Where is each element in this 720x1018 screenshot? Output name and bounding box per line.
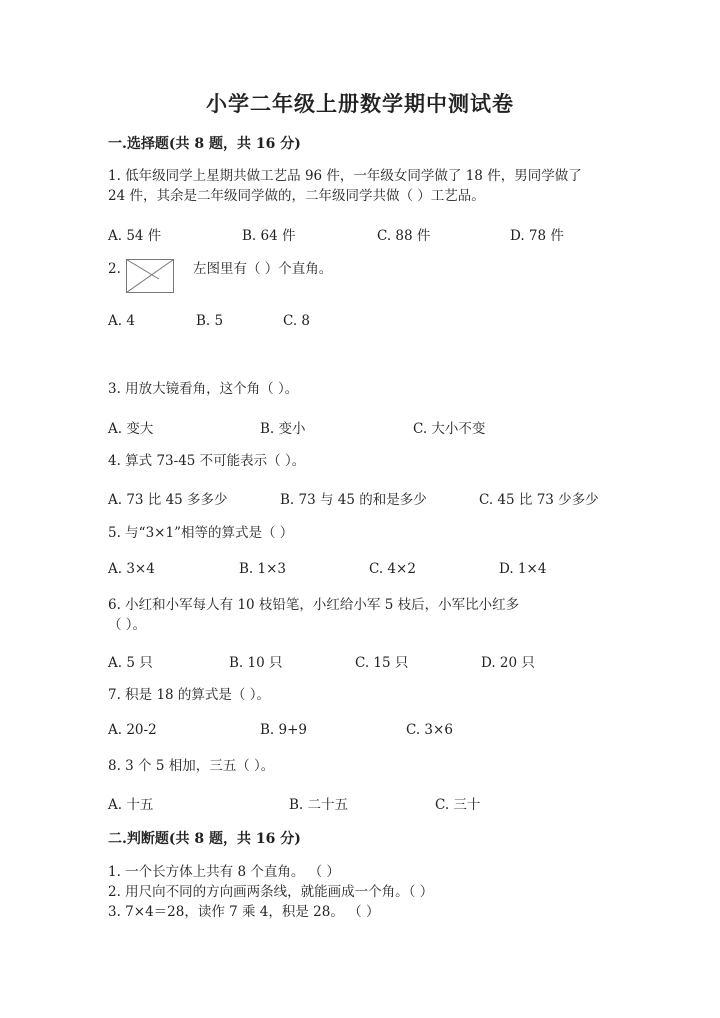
section-heading-judge: 二.判断题(共 8 题，共 16 分) [108, 831, 301, 847]
q1-option-b[interactable]: B. 64 件 [242, 228, 296, 244]
q7-option-b[interactable]: B. 9+9 [260, 722, 307, 738]
question-6-line-2: （ ）。 [108, 617, 147, 633]
q3-option-a[interactable]: A. 变大 [108, 421, 154, 437]
question-2-text: 左图里有（ ）个直角。 [193, 261, 333, 277]
q2-option-a[interactable]: A. 4 [108, 313, 135, 329]
q5-option-a[interactable]: A. 3×4 [108, 561, 155, 577]
q5-option-d[interactable]: D. 1×4 [499, 561, 547, 577]
question-7: 7. 积是 18 的算式是（ ）。 [108, 687, 270, 703]
q8-option-b[interactable]: B. 二十五 [289, 797, 349, 813]
q1-option-c[interactable]: C. 88 件 [377, 228, 431, 244]
question-6 [108, 595, 519, 635]
question-3: 3. 用放大镜看角，这个角（ ）。 [108, 381, 299, 397]
q2-option-b[interactable]: B. 5 [196, 313, 224, 329]
q6-option-c[interactable]: C. 15 只 [355, 655, 409, 671]
q7-option-c[interactable]: C. 3×6 [406, 722, 453, 738]
q5-option-c[interactable]: C. 4×2 [369, 561, 416, 577]
question-1-line-1: 1. 低年级同学上星期共做工艺品 96 件，一年级女同学做了 18 件，男同学做了 [108, 168, 582, 184]
q3-option-b[interactable]: B. 变小 [260, 421, 306, 437]
q3-option-c[interactable]: C. 大小不变 [413, 421, 486, 437]
section-heading-choice: 一.选择题(共 8 题，共 16 分) [108, 136, 301, 152]
q4-option-b[interactable]: B. 73 与 45 的和是多少 [280, 492, 427, 508]
question-1 [108, 166, 582, 206]
q8-option-a[interactable]: A. 十五 [108, 797, 154, 813]
question-5: 5. 与“3×1”相等的算式是（ ） [108, 525, 294, 541]
q6-option-d[interactable]: D. 20 只 [481, 655, 535, 671]
q6-option-a[interactable]: A. 5 只 [108, 655, 153, 671]
q4-option-a[interactable]: A. 73 比 45 多多少 [108, 492, 228, 508]
question-6-line-1: 6. 小红和小军每人有 10 枝铅笔，小红给小军 5 枝后，小军比小红多 [108, 597, 520, 613]
q4-option-c[interactable]: C. 45 比 73 少多少 [479, 492, 599, 508]
judge-question-3: 3. 7×4＝28，读作 7 乘 4，积是 28。 （ ） [108, 904, 380, 920]
question-4: 4. 算式 73-45 不可能表示（ ）。 [108, 453, 306, 469]
question-1-line-2: 24 件，其余是二年级同学做的，二年级同学共做（ ）工艺品。 [108, 188, 485, 204]
judge-question-1: 1. 一个长方体上共有 8 个直角。 （ ） [108, 864, 340, 880]
q6-option-b[interactable]: B. 10 只 [229, 655, 283, 671]
rectangle-diagram [126, 259, 174, 293]
question-8: 8. 3 个 5 相加，三五（ ）。 [108, 758, 275, 774]
question-2-number: 2. [108, 261, 121, 277]
judge-question-2: 2. 用尺向不同的方向画两条线，就能画成一个角。（ ） [108, 884, 434, 900]
q7-option-a[interactable]: A. 20-2 [108, 722, 157, 738]
q1-option-d[interactable]: D. 78 件 [510, 228, 564, 244]
q8-option-c[interactable]: C. 三十 [435, 797, 481, 813]
q1-option-a[interactable]: A. 54 件 [108, 228, 162, 244]
q5-option-b[interactable]: B. 1×3 [239, 561, 286, 577]
page-title: 小学二年级上册数学期中测试卷 [206, 91, 514, 116]
q2-option-c[interactable]: C. 8 [283, 313, 311, 329]
